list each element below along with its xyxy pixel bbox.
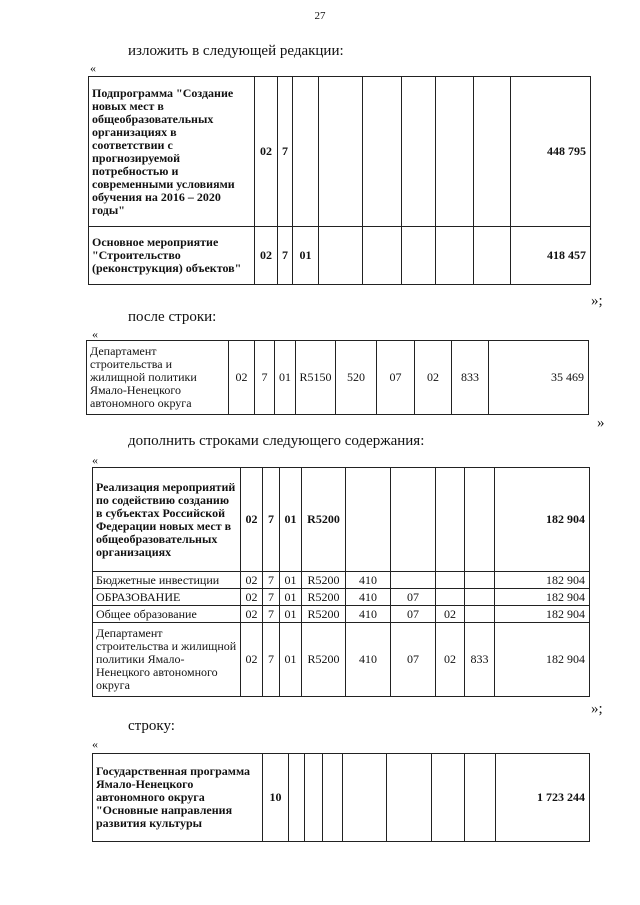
table-row <box>93 589 590 606</box>
row-name: Реализация мероприятий по содействию созданию в субъектах Российской Федерации новых мест в общеобразовательных организациях <box>93 468 241 572</box>
cell-c3 <box>293 77 319 227</box>
cell-c6 <box>391 572 436 589</box>
row-name: Департамент строительства и жилищной политики Ямало-Ненецкого автономного округа <box>87 341 229 415</box>
cell-amount: 182 904 <box>495 606 590 623</box>
close-quote-1: »; <box>591 293 603 309</box>
cell-c5 <box>346 468 391 572</box>
cell-c8 <box>465 572 495 589</box>
cell-c3: 01 <box>280 572 302 589</box>
cell-amount: 182 904 <box>495 623 590 697</box>
cell-c7: 02 <box>436 623 465 697</box>
row-name: ОБРАЗОВАНИЕ <box>93 589 241 606</box>
cell-c8: 833 <box>465 623 495 697</box>
cell-amount: 182 904 <box>495 589 590 606</box>
intro-text-1: изложить в следующей редакции: <box>128 43 344 59</box>
cell-amount: 182 904 <box>495 468 590 572</box>
table-row <box>89 227 591 285</box>
cell-c6: 07 <box>377 341 415 415</box>
cell-c4 <box>323 754 343 842</box>
cell-c7 <box>432 754 465 842</box>
cell-c1: 02 <box>241 468 263 572</box>
cell-c5 <box>363 227 402 285</box>
cell-amount: 448 795 <box>511 77 591 227</box>
cell-c7 <box>436 589 465 606</box>
cell-c1: 02 <box>241 589 263 606</box>
cell-c4 <box>319 227 363 285</box>
cell-c3: 01 <box>275 341 296 415</box>
cell-c2: 7 <box>263 589 280 606</box>
table-subprogram <box>88 76 591 285</box>
table-after-row <box>86 340 589 415</box>
row-name: Основное мероприятие "Строительство (реконструкция) объектов" <box>89 227 255 285</box>
cell-c4: R5200 <box>302 589 346 606</box>
cell-c1: 02 <box>255 77 278 227</box>
cell-c7 <box>436 227 474 285</box>
cell-c2: 7 <box>278 227 293 285</box>
close-quote-2: » <box>597 415 605 431</box>
cell-c7 <box>436 77 474 227</box>
cell-c5 <box>363 77 402 227</box>
cell-c5 <box>343 754 387 842</box>
cell-c1: 10 <box>263 754 289 842</box>
cell-amount: 418 457 <box>511 227 591 285</box>
close-quote-3: »; <box>591 701 603 717</box>
cell-c1: 02 <box>241 572 263 589</box>
row-name: Департамент строительства и жилищной политики Ямало-Ненецкого автономного округа <box>93 623 241 697</box>
table-row <box>93 572 590 589</box>
cell-c5: 410 <box>346 606 391 623</box>
cell-c3: 01 <box>280 589 302 606</box>
cell-c4: R5200 <box>302 606 346 623</box>
cell-c5: 520 <box>336 341 377 415</box>
table-row <box>93 606 590 623</box>
cell-c1: 02 <box>241 606 263 623</box>
open-quote-3: « <box>92 453 98 467</box>
cell-c6 <box>387 754 432 842</box>
intro-text-3: дополнить строками следующего содержания: <box>128 433 425 449</box>
cell-c6: 07 <box>391 623 436 697</box>
cell-c6 <box>402 77 436 227</box>
cell-c2: 7 <box>263 623 280 697</box>
cell-c6: 07 <box>391 606 436 623</box>
table-row <box>93 623 590 697</box>
cell-c5: 410 <box>346 589 391 606</box>
cell-c3: 01 <box>280 468 302 572</box>
cell-c4: R5200 <box>302 468 346 572</box>
row-name: Общее образование <box>93 606 241 623</box>
cell-amount: 35 469 <box>489 341 589 415</box>
page-number: 27 <box>314 10 326 22</box>
cell-c2: 7 <box>263 606 280 623</box>
cell-c8 <box>465 589 495 606</box>
cell-c7: 02 <box>436 606 465 623</box>
cell-c7 <box>436 572 465 589</box>
cell-c2 <box>289 754 305 842</box>
table-culture-program <box>92 753 590 842</box>
cell-amount: 182 904 <box>495 572 590 589</box>
cell-c8 <box>465 754 496 842</box>
cell-c6 <box>391 468 436 572</box>
cell-c2: 7 <box>255 341 275 415</box>
row-name: Подпрограмма "Создание новых мест в общеобразовательных организациях в соответствии с прогнозируемой потребностью и современными условиями обучения на 2016 – 2020 годы" <box>89 77 255 227</box>
table-new-rows <box>92 467 590 697</box>
open-quote-2: « <box>92 327 98 341</box>
cell-c5: 410 <box>346 623 391 697</box>
table-row <box>87 341 589 415</box>
row-name: Бюджетные инвестиции <box>93 572 241 589</box>
cell-c3: 01 <box>280 623 302 697</box>
intro-text-2: после строки: <box>128 309 217 325</box>
cell-c4: R5150 <box>296 341 336 415</box>
cell-c7: 02 <box>415 341 452 415</box>
cell-c6 <box>402 227 436 285</box>
cell-c4 <box>319 77 363 227</box>
cell-c8 <box>465 606 495 623</box>
cell-c5: 410 <box>346 572 391 589</box>
intro-text-4: строку: <box>128 718 175 734</box>
cell-c1: 02 <box>241 623 263 697</box>
cell-c2: 7 <box>263 468 280 572</box>
cell-c7 <box>436 468 465 572</box>
cell-c3 <box>305 754 323 842</box>
cell-c8: 833 <box>452 341 489 415</box>
cell-c3: 01 <box>280 606 302 623</box>
cell-c4: R5200 <box>302 623 346 697</box>
row-name: Государственная программа Ямало-Ненецкого автономного округа "Основные направления развития культуры <box>93 754 263 842</box>
open-quote-1: « <box>90 61 96 75</box>
cell-c8 <box>465 468 495 572</box>
cell-c1: 02 <box>255 227 278 285</box>
table-row <box>93 754 590 842</box>
cell-c8 <box>474 77 511 227</box>
cell-c2: 7 <box>278 77 293 227</box>
table-row <box>93 468 590 572</box>
cell-c4: R5200 <box>302 572 346 589</box>
cell-c6: 07 <box>391 589 436 606</box>
cell-amount: 1 723 244 <box>496 754 590 842</box>
table-row <box>89 77 591 227</box>
cell-c1: 02 <box>229 341 255 415</box>
cell-c8 <box>474 227 511 285</box>
open-quote-4: « <box>92 737 98 751</box>
cell-c2: 7 <box>263 572 280 589</box>
cell-c3: 01 <box>293 227 319 285</box>
